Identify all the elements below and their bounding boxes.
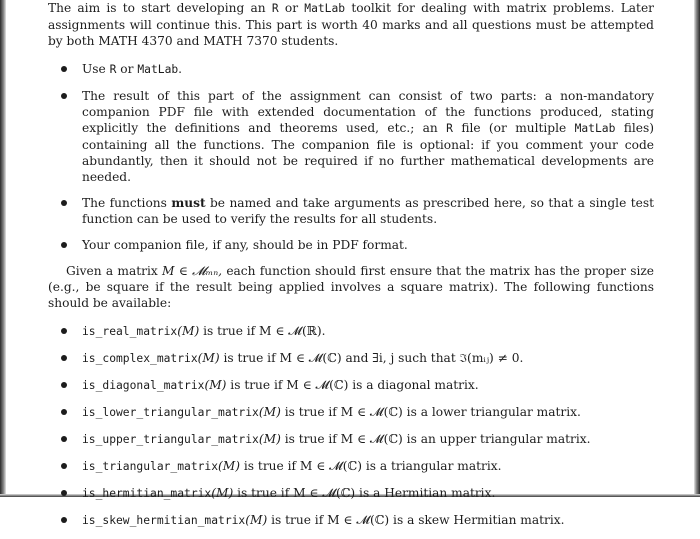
- function-item: is_hermitian_matrix(M) is true if M ∈ 𝓜(ℂ) is a Hermitian matrix.: [48, 485, 654, 502]
- function-item: is_skew_hermitian_matrix(M) is true if M ∈ 𝓜(ℂ) is a skew Hermitian matrix.: [48, 512, 654, 529]
- given-paragraph: Given a matrix M ∈ 𝓜ₘₙ, each function should first ensure that the matrix has the proper size (e.g., be square if the result being applied involves a square matrix). The following functions should be available:: [48, 264, 654, 310]
- function-item: is_triangular_matrix(M) is true if M ∈ 𝓜(ℂ) is a triangular matrix.: [48, 458, 654, 475]
- function-item: is_upper_triangular_matrix(M) is true if M ∈ 𝓜(ℂ) is an upper triangular matrix.: [48, 431, 654, 448]
- document-page: [48, 0, 654, 539]
- code-r: R: [271, 2, 279, 15]
- bullet-pdf-format: Your companion file, if any, should be in PDF format.: [48, 237, 654, 253]
- code-matlab: MatLab: [304, 2, 346, 15]
- bullet-use-language: Use R or MatLab.: [48, 61, 654, 78]
- function-list: [48, 323, 654, 529]
- function-item: is_complex_matrix(M) is true if M ∈ 𝓜(ℂ) and ∃i, j such that ℑ(mᵢⱼ) ≠ 0.: [48, 350, 654, 367]
- right-shadow-edge: [694, 0, 700, 497]
- instructions-list: [48, 61, 654, 253]
- bullet-naming: The functions must be named and take arguments as prescribed here, so that a single test function can be used to verify the results for all students.: [48, 195, 654, 227]
- intro-paragraph: The aim is to start developing an R or MatLab toolkit for dealing with matrix problems. Later assignments will continue this. This part is worth 40 marks and all questions must be attempted by both MATH 4370 and MATH 7370 students.: [48, 1, 654, 48]
- left-shadow-edge: [0, 0, 6, 497]
- function-item: is_lower_triangular_matrix(M) is true if M ∈ 𝓜(ℂ) is a lower triangular matrix.: [48, 404, 654, 421]
- bullet-result-parts: The result of this part of the assignment can consist of two parts: a non-mandatory companion PDF file with extended documentation of the functions produced, stating explicitly the definitions and theorems used, etc.; an R file (or multiple MatLab files) containing all the functions. The companion file is optional: if you comment your code abundantly, then it should not be required if no further mathematical developments are needed.: [48, 88, 654, 185]
- function-item: is_diagonal_matrix(M) is true if M ∈ 𝓜(ℂ) is a diagonal matrix.: [48, 377, 654, 394]
- function-item: is_real_matrix(M) is true if M ∈ 𝓜(ℝ).: [48, 323, 654, 340]
